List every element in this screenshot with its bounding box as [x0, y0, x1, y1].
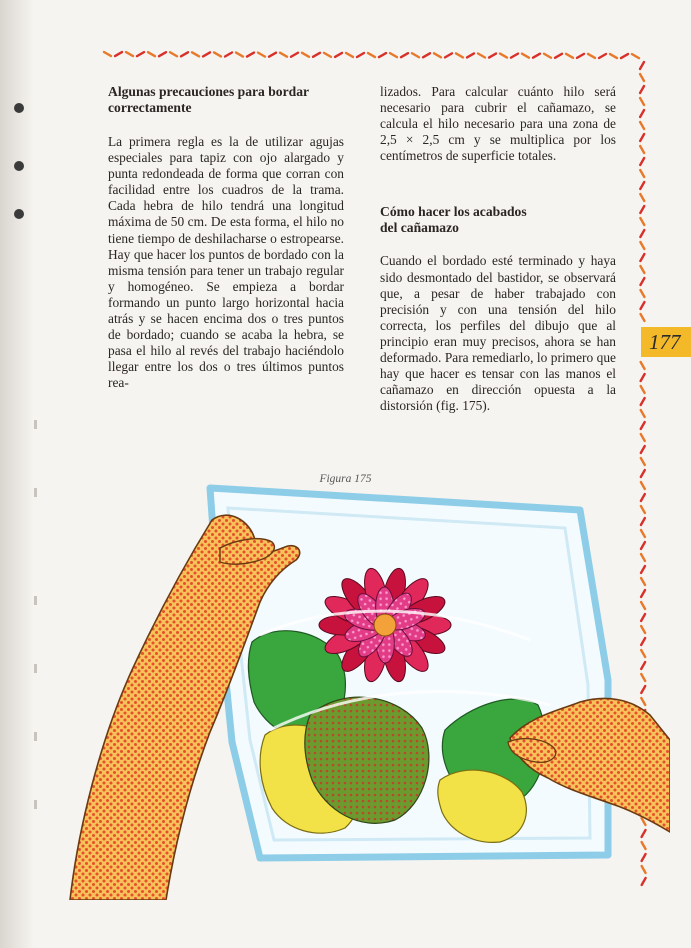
border-dash	[225, 52, 232, 56]
border-dash	[640, 86, 644, 93]
border-dash	[346, 53, 353, 57]
section1-body: La primera regla es la de utilizar agujas especiales para tapiz con ojo alargado y punta redondeada de forma que corran con facilidad entre los cuadros de la trama. Cada hebra de hilo tendrá una longitud máxima de 50 cm. De esta forma, el hilo no tiene tiempo de deshilacharse o estropearse. Hay que hacer los puntos de bordado con la misma tensión para tener un trabajo regular y homogéneo. Se empieza a bordar formando un punto largo horizontal hacia atrás y se hacen encima dos o tres puntos de bordado; cuando se acaba la hebra, se pasa el hilo al revés del trabajo haciéndolo llegar entre los dos o tres últimos puntos rea-	[108, 134, 344, 391]
border-dash	[641, 362, 645, 369]
border-dash	[640, 302, 644, 309]
border-dash	[390, 53, 397, 57]
border-dash	[203, 52, 210, 56]
heading-line: Cómo hacer los acabados	[380, 204, 527, 220]
border-dash	[412, 53, 419, 57]
border-dash	[640, 146, 644, 153]
border-dash	[610, 54, 617, 58]
border-dash	[423, 53, 430, 57]
border-dash	[641, 422, 645, 429]
border-dash	[555, 54, 562, 58]
border-dash	[621, 54, 628, 58]
border-dash	[434, 53, 441, 57]
border-dash	[640, 182, 644, 189]
border-dash	[640, 62, 644, 69]
border-dash	[247, 53, 254, 57]
flower-center	[374, 614, 396, 636]
border-dash	[640, 194, 644, 201]
border-dash	[640, 134, 644, 141]
border-dash	[588, 54, 595, 58]
figure-caption: Figura 175	[319, 473, 372, 485]
border-dash	[640, 290, 644, 297]
heading-line: correctamente	[108, 100, 192, 115]
border-dash	[192, 52, 199, 56]
border-dash	[641, 458, 645, 465]
border-dash	[115, 52, 122, 56]
border-dash	[640, 158, 644, 165]
border-dash	[640, 266, 644, 273]
border-dash	[302, 53, 309, 57]
border-dash	[522, 54, 529, 58]
border-dash	[357, 53, 364, 57]
border-dash	[641, 374, 645, 381]
border-dash	[641, 446, 645, 453]
left-column	[108, 84, 344, 392]
border-dash	[640, 110, 644, 117]
border-dash	[640, 230, 644, 237]
border-dash	[368, 53, 375, 57]
figure-illustration	[60, 480, 670, 900]
border-dash	[467, 53, 474, 57]
border-dash	[489, 54, 496, 58]
border-dash	[641, 314, 645, 321]
border-dash	[640, 254, 644, 261]
heading-line: Algunas precauciones para bordar	[108, 84, 310, 99]
section2-body: Cuando el bordado esté terminado y haya sido desmontado del bastidor, se observará que, a pesar de haber trabajado con precisión y con una tensión del hilo correcta, los perfiles del dibujo que al principio eran muy precisos, ahora se han deformado. Para remediarlo, lo primero que hay que hacer es tensar con las manos el cañamazo en dirección opuesta a la distorsión (fig. 175).	[380, 253, 616, 414]
section1-heading	[108, 84, 344, 116]
border-dash	[126, 52, 133, 56]
border-dash	[640, 74, 644, 81]
border-dash	[566, 54, 573, 58]
border-dash	[137, 52, 144, 56]
border-dash	[148, 52, 155, 56]
page-number: 177	[649, 330, 681, 354]
border-dash	[236, 53, 243, 57]
border-dash	[533, 54, 540, 58]
border-dash	[181, 52, 188, 56]
border-dash	[456, 53, 463, 57]
border-dash	[640, 206, 644, 213]
border-dash	[291, 53, 298, 57]
section2-heading	[380, 204, 616, 236]
border-dash	[640, 278, 644, 285]
border-dash	[335, 53, 342, 57]
border-dash	[599, 54, 606, 58]
border-dash	[640, 98, 644, 105]
border-dash	[641, 434, 645, 441]
right-column	[380, 84, 616, 414]
border-dash	[313, 53, 320, 57]
border-dash	[632, 54, 639, 58]
border-dash	[159, 52, 166, 56]
border-dash	[324, 53, 331, 57]
border-dash	[104, 52, 111, 56]
border-dash	[401, 53, 408, 57]
heading-line: del cañamazo	[380, 220, 459, 236]
page-number-tab	[641, 327, 691, 357]
border-dash	[511, 54, 518, 58]
border-dash	[641, 398, 645, 405]
border-dash	[640, 122, 644, 129]
border-dash	[170, 52, 177, 56]
border-dash	[500, 54, 507, 58]
border-dash	[641, 410, 645, 417]
border-dash	[478, 53, 485, 57]
border-dash	[214, 52, 221, 56]
border-dash	[269, 53, 276, 57]
section1-continued: lizados. Para calcular cuánto hilo será necesario para cubrir el cañamazo, se calcula el hilo necesario para una zona de 2,5 × 2,5 cm y se multiplica por los centímetros de superficie totales.	[380, 84, 616, 164]
border-dash	[379, 53, 386, 57]
border-dash	[280, 53, 287, 57]
border-dash	[258, 53, 265, 57]
border-dash	[445, 53, 452, 57]
border-dash	[544, 54, 551, 58]
border-dash	[640, 218, 644, 225]
border-dash	[640, 242, 644, 249]
border-dash	[641, 386, 645, 393]
border-dash	[640, 170, 644, 177]
border-dash	[577, 54, 584, 58]
